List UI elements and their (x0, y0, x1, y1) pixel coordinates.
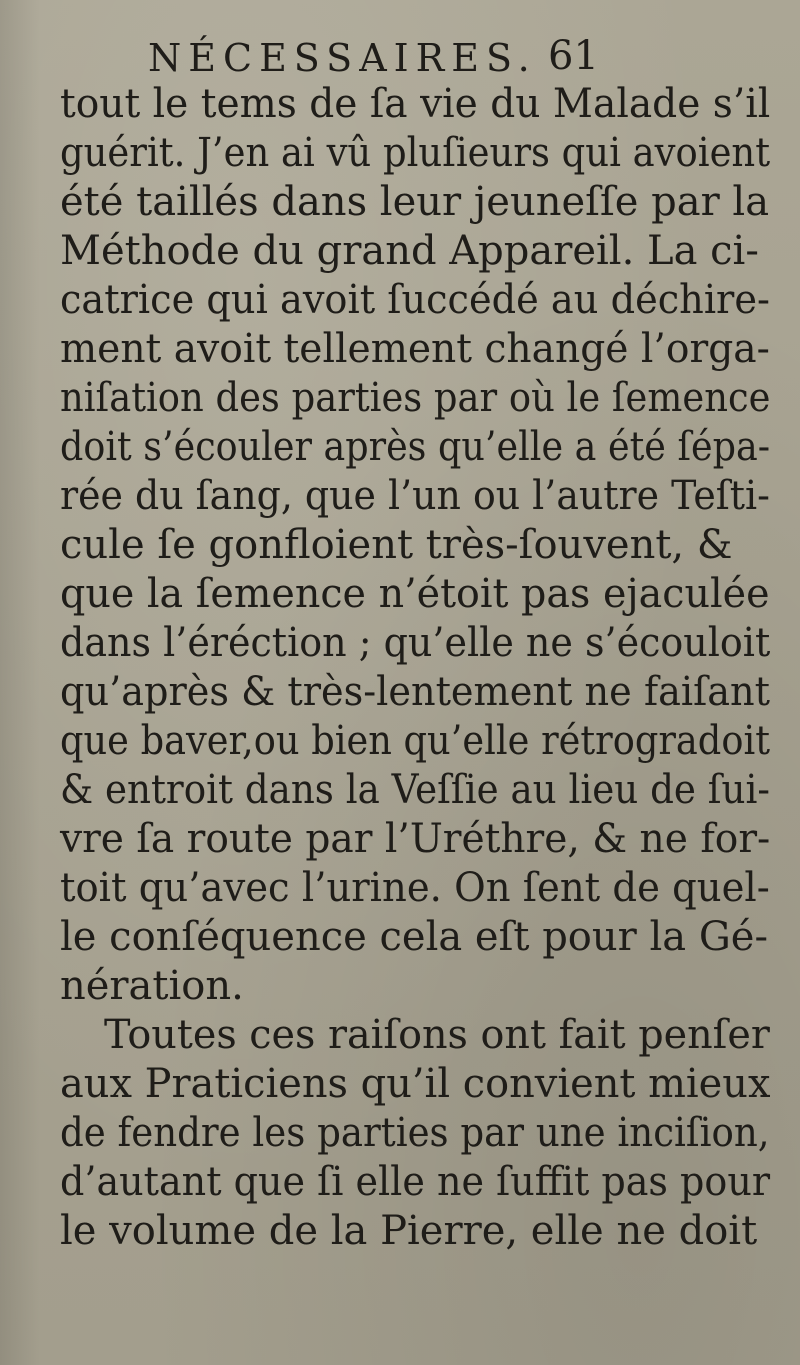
text-line: de fendre les parties par une inciſion, (60, 1110, 770, 1156)
text-line: niſation des parties par où le ſemence (60, 375, 771, 421)
text-line: vre ſa route par l’Uréthre, & ne for- (60, 816, 771, 862)
text-line: le volume de la Pierre, elle ne doit (60, 1208, 758, 1254)
text-line: catrice qui avoit ſuccédé au déchire- (60, 277, 770, 323)
text-line: & entroit dans la Veſſie au lieu de ſui- (60, 767, 771, 813)
page-header (148, 28, 628, 84)
text-line: été taillés dans leur jeuneſſe par la (60, 179, 770, 225)
text-line: guérit. J’en ai vû pluſieurs qui avoient (60, 130, 771, 176)
text-line: Toutes ces raiſons ont fait penſer (104, 1012, 770, 1058)
text-line: que baver,ou bien qu’elle rétrogradoit (60, 718, 770, 764)
text-line: le conſéquence cela eſt pour la Gé- (60, 914, 768, 960)
text-line: dans l’éréction ; qu’elle ne s’écouloit (60, 620, 771, 666)
page-fold-shadow (0, 0, 40, 1365)
text-line: aux Praticiens qu’il convient mieux (60, 1061, 771, 1107)
running-head: NÉCESSAIRES. (148, 36, 537, 80)
text-line: nération. (60, 963, 244, 1009)
text-line: toit qu’avec l’urine. On ſent de quel- (60, 865, 770, 911)
text-line: tout le tems de ſa vie du Malade s’il (60, 81, 771, 127)
text-line: doit s’écouler après qu’elle a été ſépa- (60, 424, 771, 470)
text-line: Méthode du grand Appareil. La ci- (60, 228, 759, 274)
text-line: ment avoit tellement changé l’orga- (60, 326, 770, 372)
text-line: d’autant que ſi elle ne ſuffit pas pour (60, 1159, 771, 1205)
page-number: 61 (548, 33, 599, 79)
text-line: que la ſemence n’étoit pas ejaculée (60, 571, 770, 617)
text-line: cule ſe gonfloient très-ſouvent, & (60, 522, 733, 568)
text-line: qu’après & très-lentement ne faiſant (60, 669, 771, 715)
text-line: rée du ſang, que l’un ou l’autre Teſti- (60, 473, 770, 519)
